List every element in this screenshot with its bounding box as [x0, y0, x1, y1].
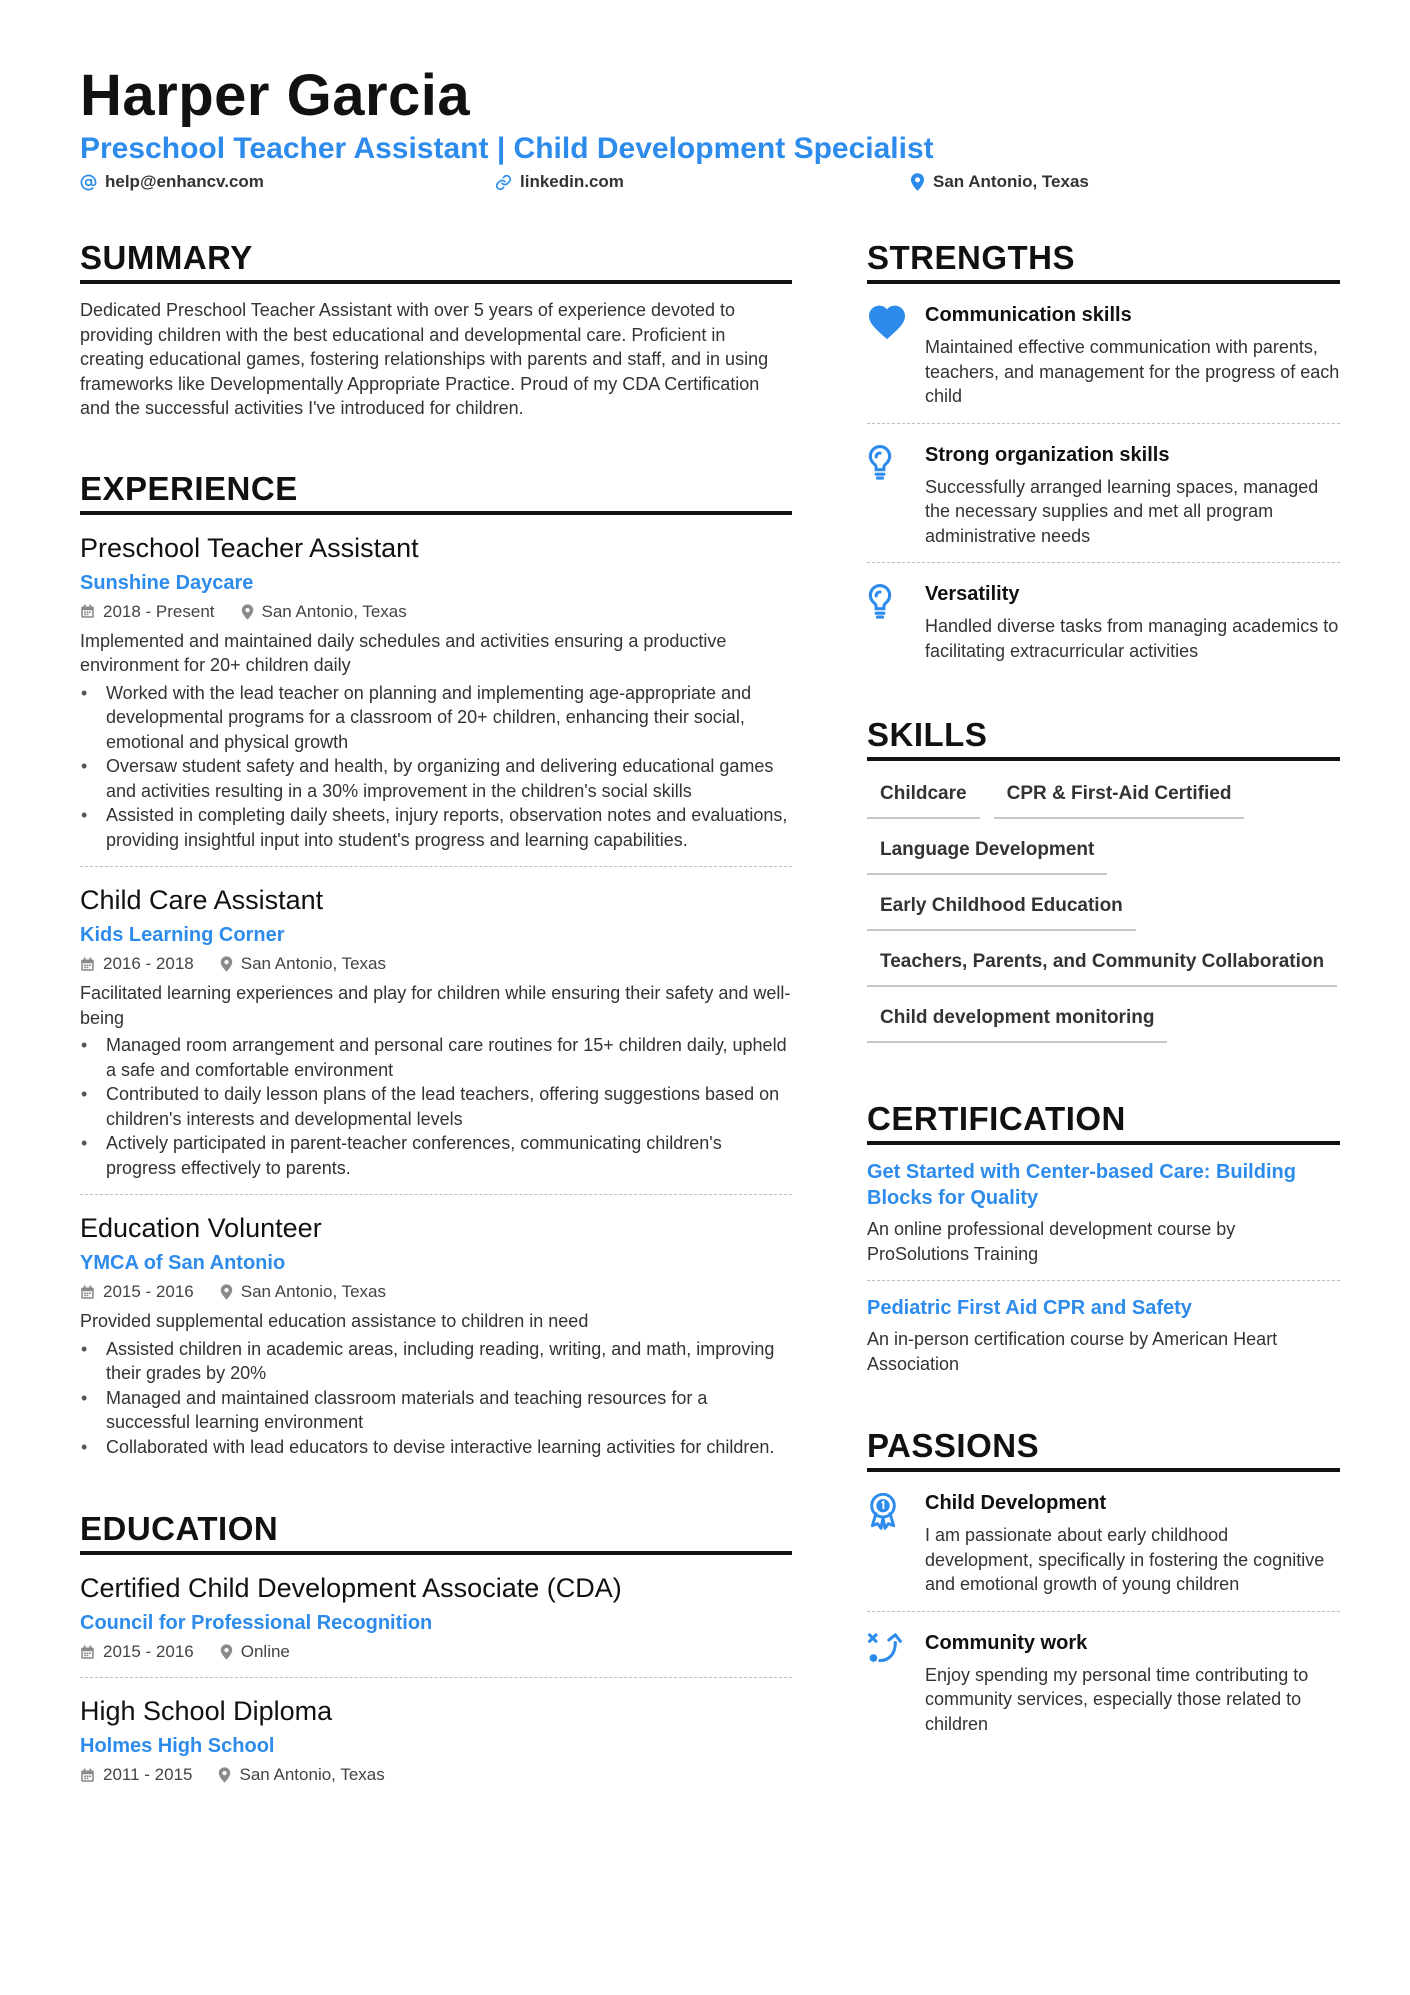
calendar-icon: [80, 1768, 95, 1783]
experience-dates-text: 2015 - 2016: [103, 1282, 194, 1301]
candidate-title: Preschool Teacher Assistant | Child Development Specialist: [80, 132, 934, 165]
skill-tag: Childcare: [867, 775, 980, 819]
left-column: [80, 238, 792, 1786]
strength-title: Versatility: [925, 583, 1020, 605]
experience-item: [80, 1195, 792, 1459]
strengths-section: [867, 238, 1340, 663]
education-item: [80, 1555, 792, 1678]
education-dates-text: 2011 - 2015: [103, 1765, 193, 1784]
passion-body: [925, 1630, 1340, 1737]
certification-title: Get Started with Center-based Care: Building Blocks for Quality: [867, 1161, 1296, 1209]
experience-location: [241, 601, 407, 623]
skill-tag: Child development monitoring: [867, 999, 1167, 1043]
strength-item: [867, 424, 1340, 549]
experience-location: [220, 1281, 386, 1303]
experience-section: [80, 469, 792, 1460]
experience-location-text: San Antonio, Texas: [240, 1282, 386, 1301]
experience-dates: [80, 953, 194, 975]
experience-description: Implemented and maintained daily schedules and activities ensuring a productive environment for 20+ children daily: [80, 630, 727, 675]
strength-item: [867, 284, 1340, 409]
passion-title: Community work: [925, 1631, 1088, 1654]
strength-title: Communication skills: [925, 304, 1132, 326]
contact-location-text: San Antonio, Texas: [933, 172, 1089, 191]
experience-bullet: • Collaborated with lead educators to devise interactive learning activities for children.: [80, 1435, 792, 1460]
education-meta: [80, 1641, 792, 1663]
experience-bullet: • Managed and maintained classroom materials and teaching resources for a successful learning environment: [80, 1386, 792, 1435]
calendar-icon: [80, 604, 95, 619]
lightbulb-icon: [867, 444, 893, 480]
contact-linkedin[interactable]: [495, 172, 624, 192]
passion-item: [867, 1612, 1340, 1737]
experience-bullet: • Oversaw student safety and health, by organizing and delivering educational games and activities resulting in a 30% improvement in the children's social skills: [80, 754, 792, 803]
education-school: Holmes High School: [80, 1735, 275, 1757]
experience-heading: EXPERIENCE: [80, 469, 792, 515]
summary-heading: SUMMARY: [80, 238, 792, 284]
education-dates: [80, 1641, 194, 1663]
award-ribbon-icon: [867, 1492, 899, 1530]
location-pin-icon: [220, 1284, 233, 1300]
experience-bullet: • Worked with the lead teacher on planning and implementing age-appropriate and developmental programs for a classroom of 20+ children, enhancing their social, emotional and physical growth: [80, 681, 792, 755]
experience-company: YMCA of San Antonio: [80, 1252, 286, 1274]
passion-icon-wrap: [867, 1630, 925, 1737]
strength-title: Strong organization skills: [925, 443, 1170, 466]
passion-title: Child Development: [925, 1492, 1107, 1514]
experience-location: [220, 953, 386, 975]
calendar-icon: [80, 957, 95, 972]
experience-bullet: • Assisted in completing daily sheets, injury reports, observation notes and evaluations, providing insightful input into student's progress and learning capabilities.: [80, 803, 792, 852]
skill-tag: Language Development: [867, 831, 1107, 875]
experience-dates: [80, 1281, 194, 1303]
strength-item: [867, 563, 1340, 663]
education-location: [220, 1641, 290, 1663]
education-location: [218, 1764, 384, 1786]
experience-role: Education Volunteer: [80, 1213, 322, 1243]
passions-section: [867, 1426, 1340, 1736]
skills-heading: SKILLS: [867, 715, 1340, 761]
passion-item: [867, 1472, 1340, 1597]
experience-dates-text: 2018 - Present: [103, 601, 215, 621]
experience-role: Child Care Assistant: [80, 885, 324, 915]
experience-bullet: • Managed room arrangement and personal care routines for 15+ children daily, upheld a safe and comfortable environment: [80, 1033, 792, 1082]
experience-bullet: • Assisted children in academic areas, including reading, writing, and math, improving their grades by 20%: [80, 1337, 792, 1386]
candidate-name: Harper Garcia: [80, 63, 471, 128]
skills-list: [867, 775, 1340, 1055]
experience-bullet: • Actively participated in parent-teacher conferences, communicating children's progress effectively to parents.: [80, 1131, 792, 1180]
experience-location-text: San Antonio, Texas: [240, 954, 386, 973]
experience-company: Sunshine Daycare: [80, 571, 254, 594]
strength-body: [925, 302, 1340, 409]
education-meta: [80, 1764, 792, 1786]
education-school: Council for Professional Recognition: [80, 1612, 433, 1634]
passion-icon-wrap: [867, 1490, 925, 1597]
education-section: [80, 1509, 792, 1786]
certification-item: [867, 1281, 1340, 1376]
education-heading: EDUCATION: [80, 1509, 792, 1555]
experience-role: Preschool Teacher Assistant: [80, 532, 419, 563]
strength-description: Maintained effective communication with parents, teachers, and management for the progress of each child: [925, 337, 1340, 406]
experience-bullet: • Contributed to daily lesson plans of the lead teachers, offering suggestions based on children's interests and developmental levels: [80, 1082, 792, 1131]
skill-tag: CPR & First-Aid Certified: [994, 775, 1245, 819]
skills-section: [867, 715, 1340, 1055]
experience-location-text: San Antonio, Texas: [261, 601, 407, 621]
strength-icon-wrap: [867, 442, 925, 549]
certification-section: [867, 1099, 1340, 1376]
passion-body: [925, 1490, 1340, 1597]
strategy-icon: [867, 1632, 903, 1666]
passion-description: I am passionate about early childhood development, specifically in fostering the cognitive and emotional growth of young children: [925, 1525, 1325, 1594]
summary-text: Dedicated Preschool Teacher Assistant with over 5 years of experience devoted to providing children with the best educational and developmental care. Proficient in creating educational games, fostering relationships with parents and staff, and in using frameworks like Developmentally Appropriate Practice. Proud of my CDA Certification and the successful activities I've introduced for children.: [80, 300, 769, 418]
contact-email[interactable]: [80, 172, 264, 192]
contact-linkedin-text: linkedin.com: [520, 172, 624, 191]
strength-body: [925, 581, 1340, 663]
education-dates: [80, 1764, 192, 1786]
certification-title: Pediatric First Aid CPR and Safety: [867, 1297, 1192, 1319]
certification-heading: CERTIFICATION: [867, 1099, 1340, 1145]
at-sign-icon: [80, 174, 97, 191]
experience-bullets: [80, 1337, 792, 1460]
location-pin-icon: [218, 1767, 231, 1783]
experience-meta: [80, 953, 792, 975]
experience-bullets: [80, 1033, 792, 1180]
strength-description: Successfully arranged learning spaces, managed the necessary supplies and met all program administrative needs: [925, 476, 1319, 546]
calendar-icon: [80, 1645, 95, 1660]
passion-description: Enjoy spending my personal time contributing to community services, especially those related to children: [925, 1664, 1309, 1734]
location-pin-icon: [220, 956, 233, 972]
certification-description: An online professional development course by ProSolutions Training: [867, 1219, 1236, 1264]
education-dates-text: 2015 - 2016: [103, 1642, 194, 1661]
education-location-text: Online: [240, 1642, 290, 1661]
experience-bullets: [80, 681, 792, 853]
strength-icon-wrap: [867, 302, 925, 409]
experience-item: [80, 867, 792, 1195]
contact-location: [910, 172, 1089, 192]
strength-body: [925, 442, 1340, 549]
experience-dates-text: 2016 - 2018: [103, 954, 194, 973]
location-pin-icon: [220, 1644, 233, 1660]
lightbulb-icon: [867, 583, 893, 619]
strengths-heading: STRENGTHS: [867, 238, 1340, 284]
right-column: [867, 238, 1340, 1736]
strength-icon-wrap: [867, 581, 925, 663]
skill-tag: Early Childhood Education: [867, 887, 1136, 931]
education-degree: Certified Child Development Associate (CDA): [80, 1573, 622, 1603]
passions-heading: PASSIONS: [867, 1426, 1340, 1472]
calendar-icon: [80, 1285, 95, 1300]
heart-icon: [867, 304, 907, 340]
strength-description: Handled diverse tasks from managing academics to facilitating extracurricular activities: [925, 616, 1339, 661]
education-location-text: San Antonio, Texas: [239, 1765, 385, 1784]
location-pin-icon: [241, 604, 254, 620]
experience-item: [80, 515, 792, 868]
experience-description: Provided supplemental education assistance to children in need: [80, 1311, 589, 1331]
certification-item: [867, 1145, 1340, 1266]
experience-meta: [80, 601, 792, 623]
experience-company: Kids Learning Corner: [80, 924, 285, 946]
education-item: [80, 1678, 792, 1786]
contact-email-text: help@enhancv.com: [105, 172, 264, 191]
education-degree: High School Diploma: [80, 1696, 333, 1726]
link-icon: [495, 174, 512, 191]
experience-meta: [80, 1281, 792, 1303]
experience-dates: [80, 601, 215, 623]
certification-description: An in-person certification course by American Heart Association: [867, 1329, 1278, 1374]
location-pin-icon: [910, 173, 925, 191]
experience-description: Facilitated learning experiences and play for children while ensuring their safety and well-being: [80, 983, 791, 1028]
skill-tag: Teachers, Parents, and Community Collaboration: [867, 943, 1337, 987]
summary-section: [80, 238, 792, 421]
